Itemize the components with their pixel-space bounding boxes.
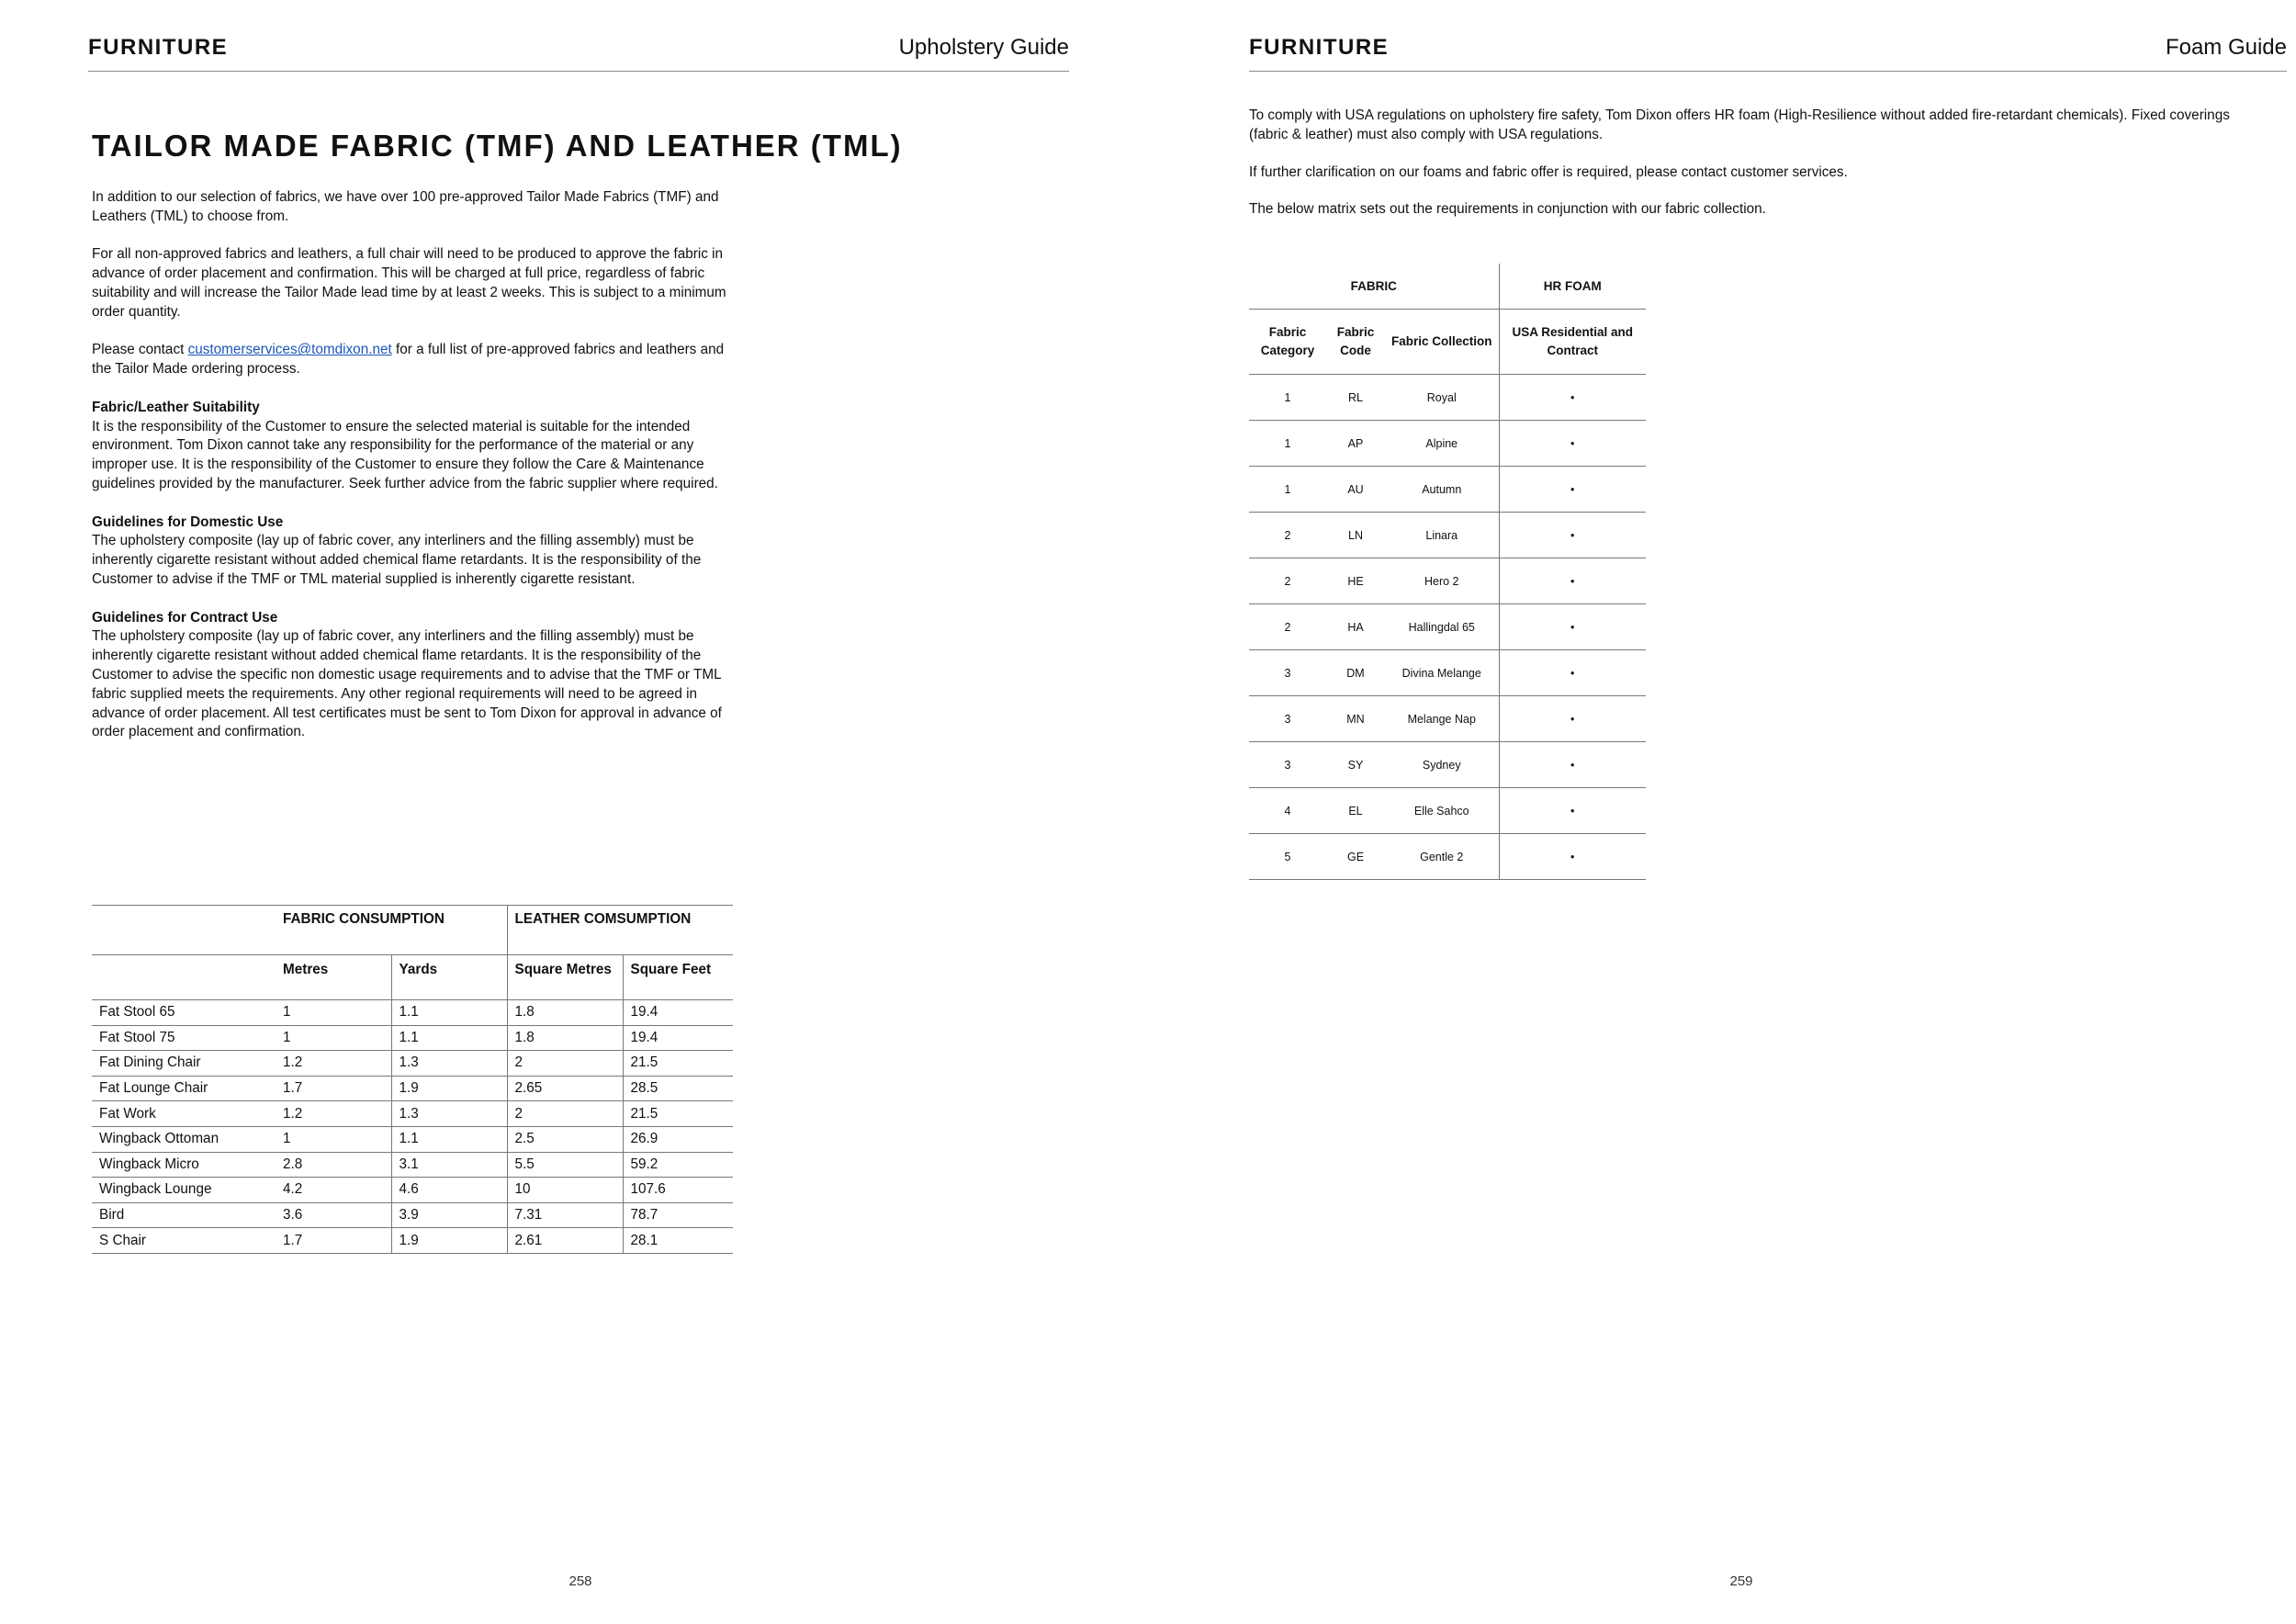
square-feet-header: Square Feet [623, 955, 733, 1000]
contact-paragraph [92, 341, 735, 379]
fabric-code-cell: HA [1326, 604, 1385, 650]
fabric-code-cell: SY [1326, 742, 1385, 788]
contact-email-link[interactable]: customerservices@tomdixon.net [187, 342, 392, 358]
fabric-collection-cell: Melange Nap [1385, 696, 1499, 742]
yards-cell: 1.1 [391, 1025, 507, 1051]
table-row [92, 1025, 733, 1051]
fabric-collection-cell: Hero 2 [1385, 558, 1499, 604]
yards-cell: 1.9 [391, 1228, 507, 1254]
fabric-code-cell: LN [1326, 513, 1385, 558]
table-row [92, 1152, 733, 1178]
body-text [92, 188, 735, 761]
fabric-collection-cell: Linara [1385, 513, 1499, 558]
fabric-category-cell: 2 [1249, 558, 1326, 604]
fabric-collection-cell: Hallingdal 65 [1385, 604, 1499, 650]
fabric-code-cell: RL [1326, 375, 1385, 421]
domestic-heading: Guidelines for Domestic Use [92, 513, 284, 530]
product-name-cell: Bird [92, 1202, 276, 1228]
contract-heading: Guidelines for Contract Use [92, 609, 278, 626]
foam-paragraph-2: If further clarification on our foams and fabric offer is required, please contact customer services. [1249, 164, 1848, 180]
yards-cell: 4.6 [391, 1178, 507, 1203]
square-metres-cell: 7.31 [507, 1202, 623, 1228]
square-metres-cell: 10 [507, 1178, 623, 1203]
metres-cell: 1 [276, 1000, 391, 1026]
usa-bullet-cell: • [1499, 696, 1646, 742]
intro-paragraph: In addition to our selection of fabrics, we have over 100 pre-approved Tailor Made Fabrics (TMF) and Leathers (TML) to choose from. [92, 189, 719, 224]
matrix-row [1249, 467, 1646, 513]
fabric-collection-cell: Divina Melange [1385, 650, 1499, 696]
table-row [92, 1228, 733, 1254]
square-metres-cell: 2 [507, 1101, 623, 1127]
matrix-row [1249, 650, 1646, 696]
square-feet-cell: 26.9 [623, 1126, 733, 1152]
non-approved-paragraph: For all non-approved fabrics and leathers, a full chair will need to be produced to approve the fabric in advance of order placement and confirmation. This will be charged at full price, regardless of fabric suitability and will increase the Tailor Made lead time by at least 2 weeks. This is subject to a minimum order quantity. [92, 246, 726, 320]
yards-cell: 1.9 [391, 1076, 507, 1101]
fabric-collection-cell: Royal [1385, 375, 1499, 421]
matrix-row [1249, 375, 1646, 421]
usa-bullet-cell: • [1499, 513, 1646, 558]
consumption-table [92, 905, 733, 1254]
usa-bullet-cell: • [1499, 834, 1646, 880]
yards-cell: 1.1 [391, 1126, 507, 1152]
matrix-row [1249, 513, 1646, 558]
square-feet-cell: 107.6 [623, 1178, 733, 1203]
matrix-row [1249, 696, 1646, 742]
consumption-table-body [92, 1000, 733, 1254]
product-name-cell: Fat Work [92, 1101, 276, 1127]
domestic-text: The upholstery composite (lay up of fabric cover, any interliners and the filling assembly) must be inherently cigarette resistant without added chemical flame retardants. It is the responsibility of the Customer to advise if the TMF or TML material supplied is inherently cigarette resistant. [92, 533, 702, 587]
square-metres-header: Square Metres [507, 955, 623, 1000]
contract-section [92, 609, 735, 743]
usa-bullet-cell: • [1499, 650, 1646, 696]
usa-residential-contract-header: USA Residential and Contract [1499, 310, 1646, 375]
table-row [92, 1178, 733, 1203]
fabric-category-cell: 2 [1249, 604, 1326, 650]
yards-cell: 1.1 [391, 1000, 507, 1026]
metres-cell: 2.8 [276, 1152, 391, 1178]
square-metres-cell: 2.61 [507, 1228, 623, 1254]
metres-cell: 3.6 [276, 1202, 391, 1228]
page-title: TAILOR MADE FABRIC (TMF) AND LEATHER (TML) [92, 129, 903, 163]
matrix-row [1249, 558, 1646, 604]
table-row [92, 1202, 733, 1228]
fabric-code-cell: HE [1326, 558, 1385, 604]
square-feet-cell: 21.5 [623, 1051, 733, 1077]
matrix-row [1249, 421, 1646, 467]
matrix-column-header [1249, 310, 1646, 375]
product-name-cell: S Chair [92, 1228, 276, 1254]
fabric-collection-cell: Alpine [1385, 421, 1499, 467]
fabric-category-cell: 2 [1249, 513, 1326, 558]
table-row [92, 1126, 733, 1152]
foam-intro [1249, 107, 2241, 238]
contact-text-after: for a full list of pre-approved fabrics and leathers and the Tailor Made ordering process. [92, 342, 725, 378]
square-metres-cell: 2.65 [507, 1076, 623, 1101]
yards-cell: 1.3 [391, 1101, 507, 1127]
fabric-collection-cell: Autumn [1385, 467, 1499, 513]
square-feet-cell: 21.5 [623, 1101, 733, 1127]
square-feet-cell: 28.5 [623, 1076, 733, 1101]
fabric-code-cell: AP [1326, 421, 1385, 467]
usa-bullet-cell: • [1499, 375, 1646, 421]
yards-header: Yards [391, 955, 507, 1000]
fabric-category-cell: 3 [1249, 742, 1326, 788]
square-feet-cell: 59.2 [623, 1152, 733, 1178]
product-name-cell: Fat Stool 65 [92, 1000, 276, 1026]
fabric-code-cell: GE [1326, 834, 1385, 880]
header-divider [88, 71, 1069, 72]
square-metres-cell: 2 [507, 1051, 623, 1077]
square-metres-cell: 5.5 [507, 1152, 623, 1178]
foam-paragraph-3: The below matrix sets out the requirements in conjunction with our fabric collection. [1249, 201, 1766, 218]
square-feet-cell: 19.4 [623, 1025, 733, 1051]
table-row [92, 1000, 733, 1026]
contract-text: The upholstery composite (lay up of fabric cover, any interliners and the filling assembly) must be inherently cigarette resistant without added chemical flame retardants. It is the responsibility of the Customer to advise the specific non domestic usage requirements and to advise that the TMF or TML fabric supplied meets the requirements. Any other regional requirements will need to be agreed in advance of order placement. All test certificates must be sent to Tom Dixon for approval in advance of order placement and confirmation. [92, 628, 722, 740]
fabric-category-header: Fabric Category [1249, 310, 1326, 375]
fabric-category-cell: 1 [1249, 421, 1326, 467]
fabric-consumption-header: FABRIC CONSUMPTION [276, 906, 507, 955]
fabric-category-cell: 3 [1249, 696, 1326, 742]
fabric-code-cell: EL [1326, 788, 1385, 834]
fabric-category-cell: 4 [1249, 788, 1326, 834]
product-name-cell: Wingback Lounge [92, 1178, 276, 1203]
fabric-collection-cell: Sydney [1385, 742, 1499, 788]
table-row [92, 1051, 733, 1077]
guide-title: Foam Guide [2165, 35, 2287, 60]
fabric-collection-cell: Gentle 2 [1385, 834, 1499, 880]
metres-cell: 1 [276, 1126, 391, 1152]
leather-consumption-header: LEATHER COMSUMPTION [507, 906, 733, 955]
hr-foam-group-header: HR FOAM [1499, 264, 1646, 310]
square-feet-cell: 78.7 [623, 1202, 733, 1228]
metres-cell: 1.2 [276, 1101, 391, 1127]
fabric-collection-cell: Elle Sahco [1385, 788, 1499, 834]
matrix-row [1249, 788, 1646, 834]
fabric-category-cell: 3 [1249, 650, 1326, 696]
matrix-row [1249, 604, 1646, 650]
consumption-group-header [92, 906, 733, 955]
square-metres-cell: 1.8 [507, 1025, 623, 1051]
product-name-cell: Fat Lounge Chair [92, 1076, 276, 1101]
fabric-category-cell: 5 [1249, 834, 1326, 880]
brand-label: FURNITURE [1249, 35, 1390, 60]
yards-cell: 3.9 [391, 1202, 507, 1228]
suitability-text: It is the responsibility of the Customer to ensure the selected material is suitable for the intended environment. Tom Dixon cannot take any responsibility for the performance of the material or any improper use. It is the responsibility of the Customer to ensure they follow the Care & Maintenance guidelines provided by the manufacturer. Seek further advice from the fabric supplier where required. [92, 418, 718, 491]
matrix-group-header [1249, 264, 1646, 310]
brand-label: FURNITURE [88, 35, 229, 60]
fabric-category-cell: 1 [1249, 467, 1326, 513]
page-number: 258 [568, 1573, 592, 1589]
fabric-code-cell: MN [1326, 696, 1385, 742]
guide-title: Upholstery Guide [898, 35, 1069, 60]
usa-bullet-cell: • [1499, 788, 1646, 834]
square-feet-cell: 28.1 [623, 1228, 733, 1254]
contact-text-before: Please contact [92, 342, 188, 358]
product-name-cell: Fat Stool 75 [92, 1025, 276, 1051]
usa-bullet-cell: • [1499, 421, 1646, 467]
usa-bullet-cell: • [1499, 604, 1646, 650]
foam-paragraph-1: To comply with USA regulations on upholstery fire safety, Tom Dixon offers HR foam (High-Resilience without added fire-retardant chemicals). Fixed coverings (fabric & leather) must also comply with USA regulations. [1249, 107, 2230, 142]
square-feet-cell: 19.4 [623, 1000, 733, 1026]
yards-cell: 3.1 [391, 1152, 507, 1178]
product-name-cell: Wingback Micro [92, 1152, 276, 1178]
product-name-cell: Fat Dining Chair [92, 1051, 276, 1077]
suitability-heading: Fabric/Leather Suitability [92, 399, 260, 415]
matrix-body [1249, 375, 1646, 880]
square-metres-cell: 2.5 [507, 1126, 623, 1152]
fabric-category-cell: 1 [1249, 375, 1326, 421]
metres-cell: 1.7 [276, 1228, 391, 1254]
empty-header-cell [92, 906, 276, 955]
metres-cell: 1 [276, 1025, 391, 1051]
header-divider [1249, 71, 2287, 72]
foam-matrix-table [1249, 264, 1646, 880]
metres-cell: 1.7 [276, 1076, 391, 1101]
fabric-code-cell: DM [1326, 650, 1385, 696]
suitability-section [92, 399, 735, 494]
fabric-code-cell: AU [1326, 467, 1385, 513]
fabric-collection-header: Fabric Collection [1385, 310, 1499, 375]
empty-header-cell [92, 955, 276, 1000]
table-row [92, 1076, 733, 1101]
consumption-unit-header [92, 955, 733, 1000]
metres-cell: 1.2 [276, 1051, 391, 1077]
usa-bullet-cell: • [1499, 558, 1646, 604]
usa-bullet-cell: • [1499, 742, 1646, 788]
metres-header: Metres [276, 955, 391, 1000]
yards-cell: 1.3 [391, 1051, 507, 1077]
table-row [92, 1101, 733, 1127]
product-name-cell: Wingback Ottoman [92, 1126, 276, 1152]
fabric-code-header: Fabric Code [1326, 310, 1385, 375]
usa-bullet-cell: • [1499, 467, 1646, 513]
matrix-row [1249, 742, 1646, 788]
page-number: 259 [1729, 1573, 1753, 1589]
matrix-row [1249, 834, 1646, 880]
metres-cell: 4.2 [276, 1178, 391, 1203]
square-metres-cell: 1.8 [507, 1000, 623, 1026]
domestic-section [92, 513, 735, 590]
fabric-group-header: FABRIC [1249, 264, 1499, 310]
